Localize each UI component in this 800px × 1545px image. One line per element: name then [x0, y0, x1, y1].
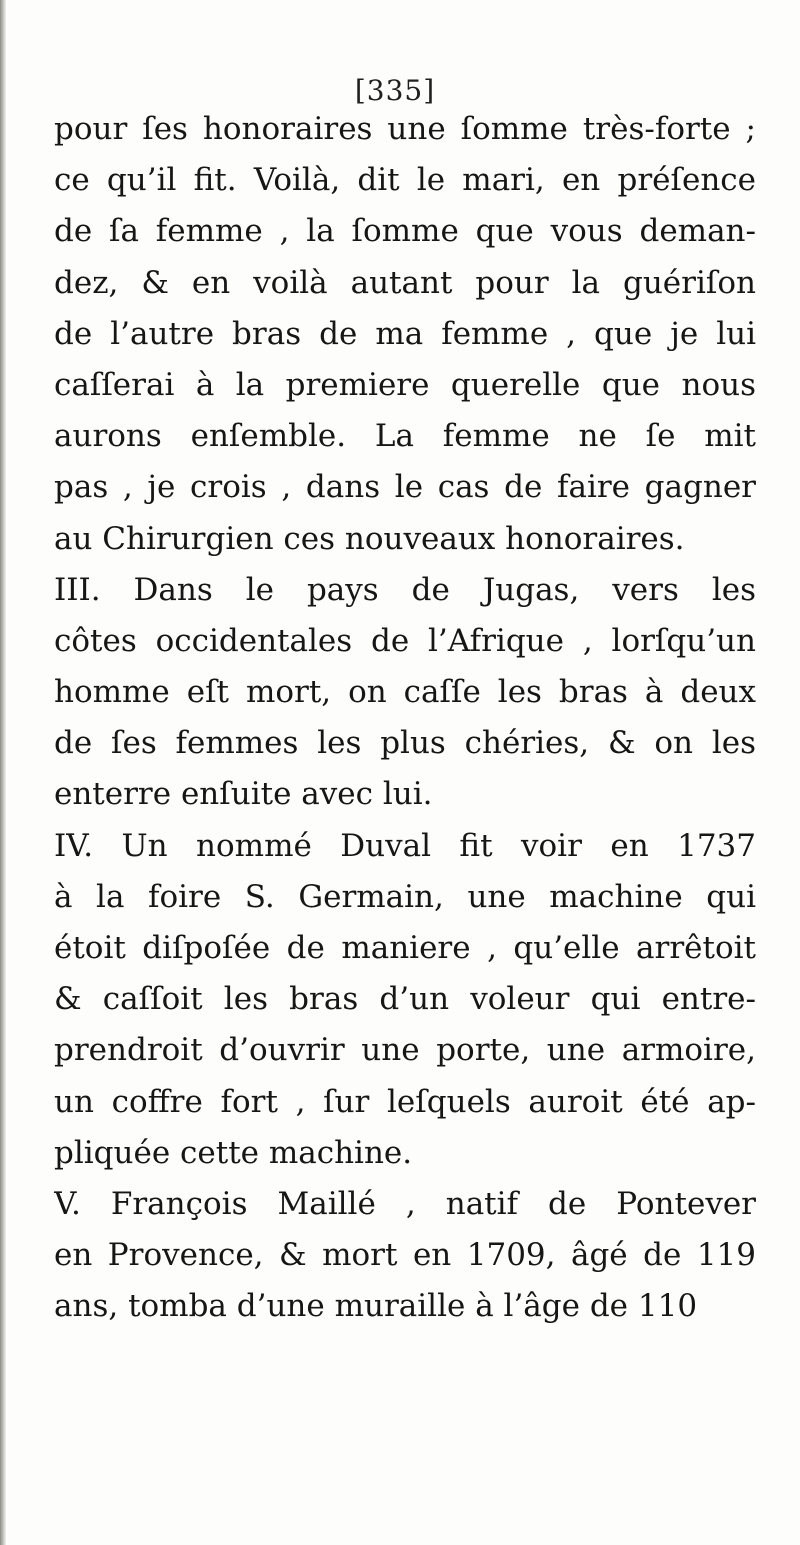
text-line: aurons enſemble. La femme ne ſe mit: [54, 418, 756, 455]
text-line: à la foire S. Germain, une machine qui: [54, 878, 756, 915]
text-line: pliquée cette machine.: [54, 1134, 413, 1171]
text-line: IV. Un nommé Duval fit voir en 1737: [54, 827, 756, 864]
text-line: en Provence, & mort en 1709, âgé de 119: [54, 1237, 756, 1274]
page-number: [335]: [354, 74, 436, 107]
text-line: prendroit d’ouvrir une porte, une armoire,: [54, 1032, 756, 1069]
text-line: un coffre fort , ſur leſquels auroit été ap-: [54, 1083, 756, 1120]
page-body-text: [54, 104, 756, 1333]
text-line: enterre enſuite avec lui.: [54, 776, 433, 813]
text-line: & caſſoit les bras d’un voleur qui entre-: [54, 981, 756, 1018]
text-line: de ſa femme , la ſomme que vous deman-: [54, 213, 756, 250]
text-line: pas , je crois , dans le cas de faire gagner: [54, 469, 756, 506]
text-line: caſſerai à la premiere querelle que nous: [54, 366, 756, 403]
text-line: ce qu’il fit. Voilà, dit le mari, en préſence: [54, 162, 756, 199]
text-line: homme eſt mort, on caſſe les bras à deux: [54, 674, 756, 711]
text-line: dez, & en voilà autant pour la guériſon: [54, 264, 756, 301]
text-line: au Chirurgien ces nouveaux honoraires.: [54, 520, 685, 557]
text-line: V. François Maillé , natif de Pontever: [54, 1185, 756, 1222]
text-line: ans, tomba d’une muraille à l’âge de 110: [54, 1288, 698, 1325]
text-line: de ſes femmes les plus chéries, & on les: [54, 725, 756, 762]
page-spine-edge: [0, 0, 6, 1545]
text-line: côtes occidentales de l’Afrique , lorſqu’un: [54, 622, 756, 659]
text-line: de l’autre bras de ma femme , que je lui: [54, 315, 756, 352]
text-line: pour ſes honoraires une ſomme très-forte ;: [54, 111, 756, 147]
text-line: étoit diſpoſée de maniere , qu’elle arrêtoit: [54, 930, 756, 966]
text-line: III. Dans le pays de Jugas, vers les: [54, 571, 756, 608]
